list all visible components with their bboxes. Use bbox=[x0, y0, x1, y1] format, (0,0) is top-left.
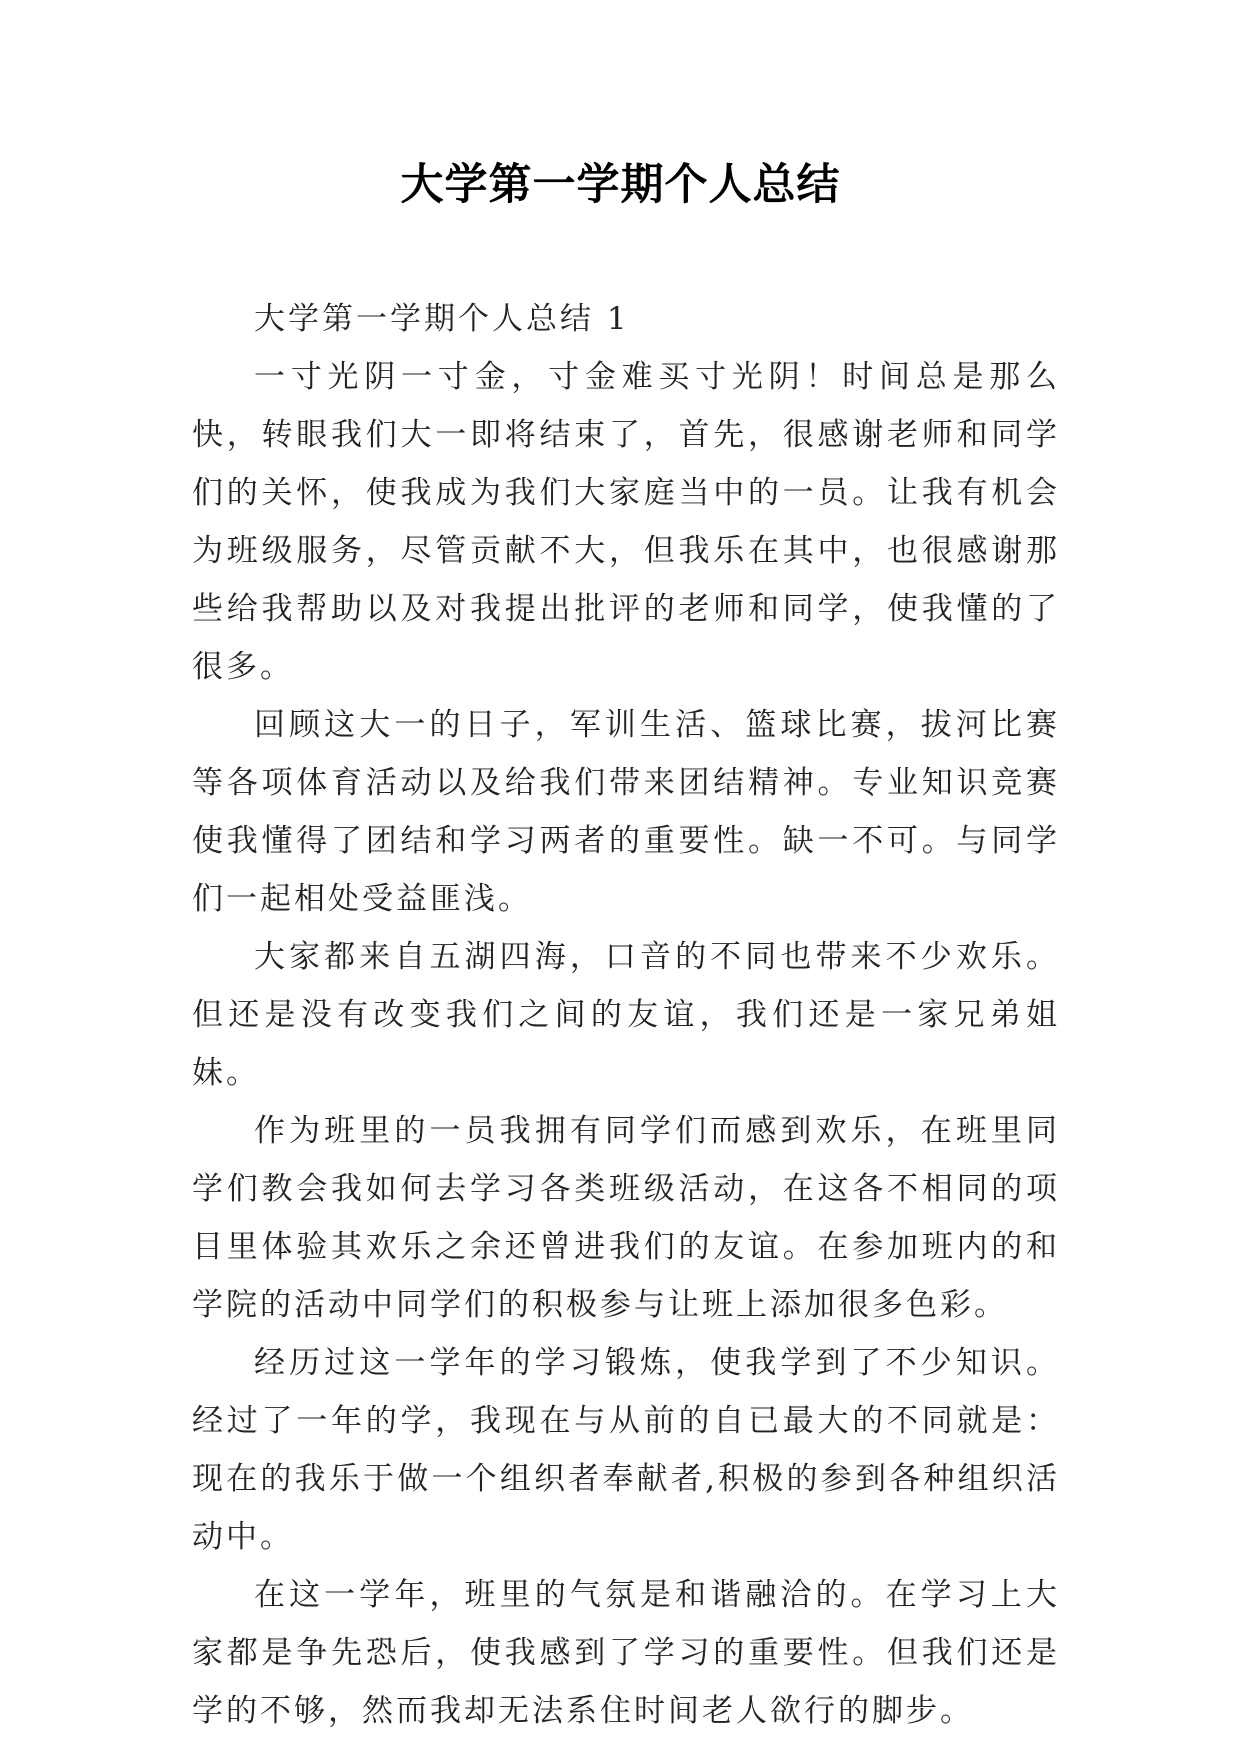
paragraph: 作为班里的一员我拥有同学们而感到欢乐，在班里同学们教会我如何去学习各类班级活动，在这各不相同的项目里体验其欢乐之余还曾进我们的友谊。在参加班内的和学院的活动中同学们的积极参与让班上添加很多色彩。 bbox=[192, 1113, 1060, 1323]
paragraph: 大家都来自五湖四海，口音的不同也带来不少欢乐。但还是没有改变我们之间的友谊，我们还是一家兄弟姐妹。 bbox=[192, 939, 1060, 1091]
document-title: 大学第一学期个人总结 bbox=[400, 160, 841, 210]
section-heading: 大学第一学期个人总结 1 bbox=[254, 301, 630, 337]
paragraph: 一寸光阴一寸金，寸金难买寸光阴！时间总是那么快，转眼我们大一即将结束了，首先，很感谢老师和同学们的关怀，使我成为我们大家庭当中的一员。让我有机会为班级服务，尽管贡献不大，但我乐在其中，也很感谢那些给我帮助以及对我提出批评的老师和同学，使我懂的了很多。 bbox=[192, 359, 1060, 685]
paragraph: 经历过这一学年的学习锻炼，使我学到了不少知识。经过了一年的学，我现在与从前的自已最大的不同就是：现在的我乐于做一个组织者奉献者,积极的参到各种组织活动中。 bbox=[192, 1345, 1060, 1555]
document-body bbox=[192, 290, 1060, 1740]
paragraph: 在这一学年，班里的气氛是和谐融洽的。在学习上大家都是争先恐后，使我感到了学习的重要性。但我们还是学的不够，然而我却无法系住时间老人欲行的脚步。 bbox=[192, 1577, 1060, 1729]
paragraph: 回顾这大一的日子，军训生活、篮球比赛，拔河比赛等各项体育活动以及给我们带来团结精神。专业知识竞赛使我懂得了团结和学习两者的重要性。缺一不可。与同学们一起相处受益匪浅。 bbox=[192, 707, 1060, 917]
